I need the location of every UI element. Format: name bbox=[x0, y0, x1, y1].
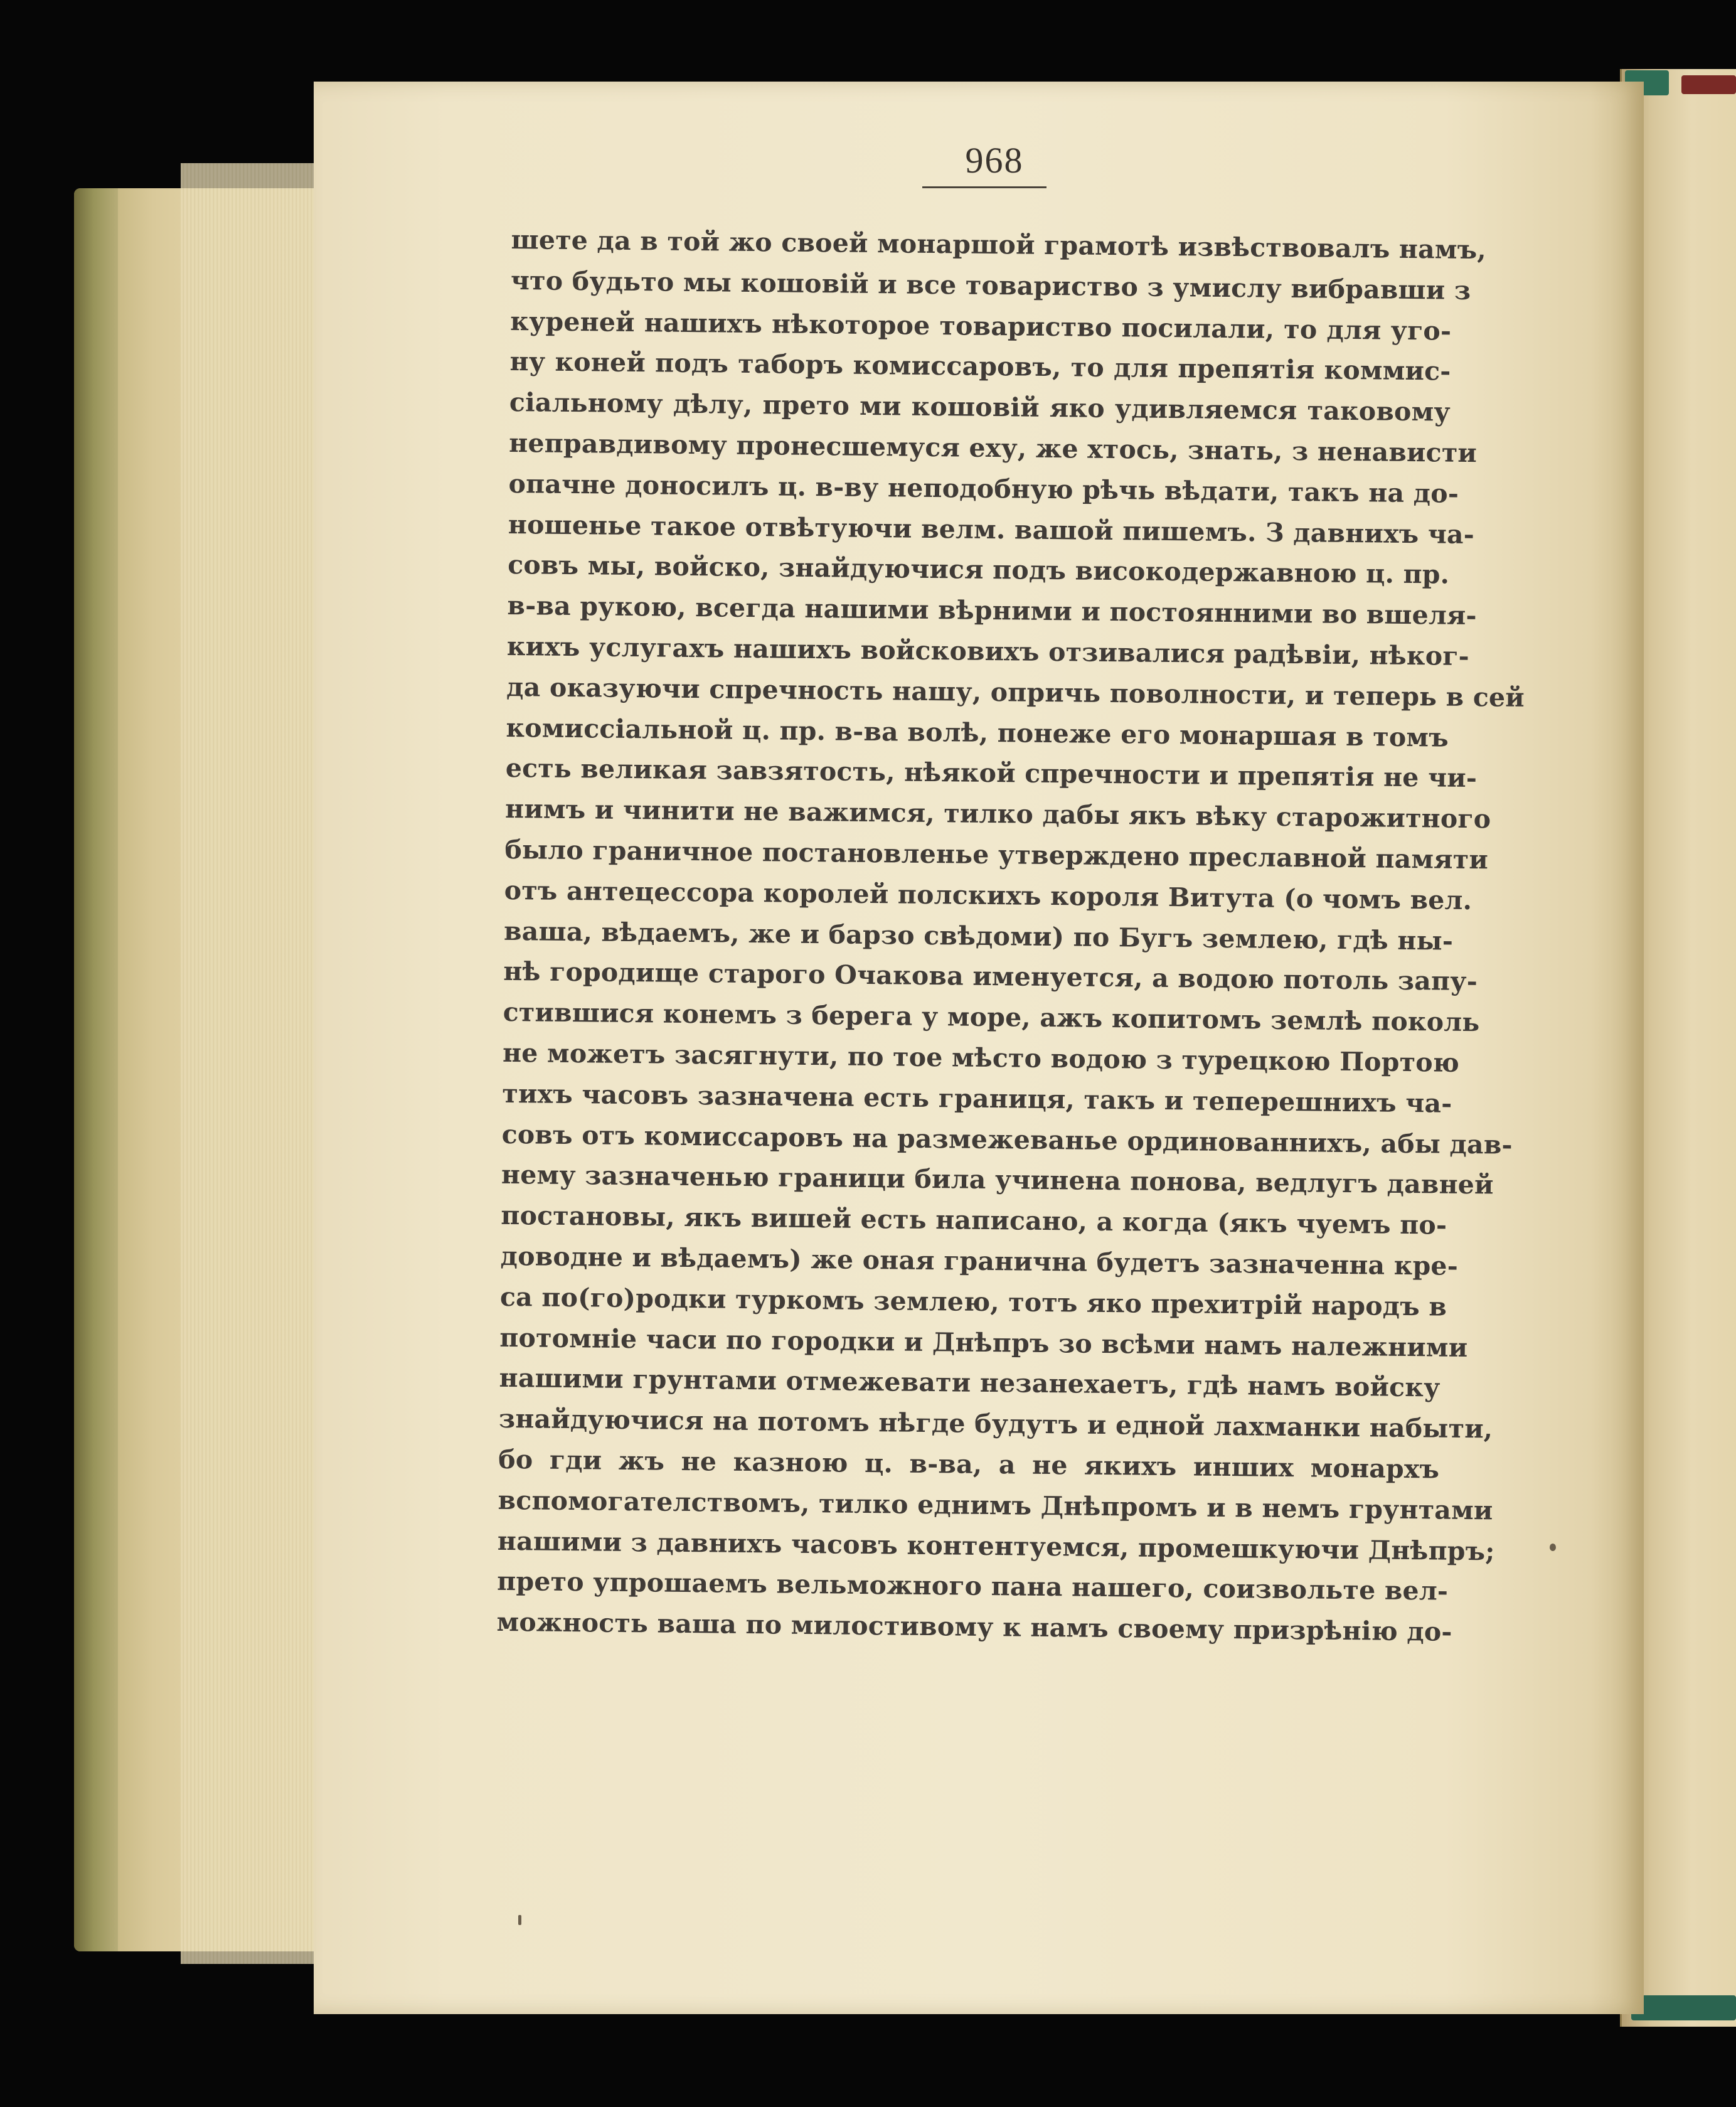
text-line: стившися конемъ з берега у море, ажъ копитомъ землѣ поколь bbox=[503, 997, 1480, 1038]
body-text bbox=[496, 220, 1525, 1652]
text-line: опачне доносилъ ц. в-ву неподобную рѣчь вѣдати, такъ на до- bbox=[508, 468, 1459, 509]
text-line: бо гди жъ не казною ц. в-ва, а не якихъ инших монархъ bbox=[498, 1444, 1440, 1485]
text-line: в-ва рукою, всегда нашими вѣрними и постоянними во вшеля- bbox=[507, 590, 1478, 631]
page-number: 968 bbox=[965, 140, 1024, 181]
text-line: ношенье такое отвѣтуючи велм. вашой пишемъ. З давнихъ ча- bbox=[508, 509, 1475, 550]
green-ribbon-bottom bbox=[1631, 1995, 1736, 2020]
text-line: вспомогателствомъ, тилко еднимъ Днѣпромъ и в немъ грунтами bbox=[498, 1485, 1493, 1526]
text-line: ваша, вѣдаемъ, же и барзо свѣдоми) по Бугъ землею, гдѣ ны- bbox=[503, 915, 1454, 956]
text-line: тихъ часовъ зазначена есть границя, такъ и теперешнихъ ча- bbox=[502, 1078, 1452, 1119]
text-line: что будьто мы кошовій и все товариство з умислу вибравши з bbox=[510, 265, 1471, 306]
red-ribbon-top bbox=[1681, 75, 1736, 94]
text-line: совъ мы, войско, знайдуючися подъ високодержавною ц. пр. bbox=[507, 550, 1450, 590]
text-line: нему зазначенью граници била учинена понова, ведлугъ давней bbox=[501, 1160, 1494, 1200]
text-line: постановы, якъ вишей есть написано, а когда (якъ чуемъ по- bbox=[501, 1200, 1447, 1240]
text-line: прето упрошаемъ вельможного пана нашего, соизвольте вел- bbox=[497, 1566, 1449, 1607]
left-page-stack bbox=[74, 188, 338, 1951]
text-line: совъ отъ комиссаровъ на размежеванье ординованнихъ, абы дав- bbox=[501, 1119, 1513, 1160]
text-line: кихъ услугахъ нашихъ войсковихъ отзивалися радѣвіи, нѣког- bbox=[506, 631, 1470, 671]
text-line: не можетъ засягнути, по тое мѣсто водою з турецкою Портою bbox=[502, 1037, 1460, 1078]
text-line: куреней нашихъ нѣкоторое товариство посилали, то для уго- bbox=[510, 306, 1452, 346]
text-line: потомніе часи по городки и Днѣпръ зо всѣми намъ належними bbox=[499, 1322, 1468, 1363]
text-line: доводне и вѣдаемъ) же оная гранична будетъ зазначенна кре- bbox=[500, 1240, 1459, 1281]
text-line: са по(го)родки туркомъ землею, тотъ яко прехитрій народъ в bbox=[499, 1281, 1447, 1322]
text-line: нашими грунтами отмежевати незанехаетъ, гдѣ намъ войску bbox=[499, 1363, 1440, 1403]
text-line: есть великая завзятость, нѣякой спречности и препятія не чи- bbox=[505, 753, 1478, 794]
text-line: шете да в той жо своей монаршой грамотѣ извѣствовалъ намъ, bbox=[511, 224, 1487, 265]
text-line: да оказуючи спречность нашу, опричь поволности, и теперь в сей bbox=[506, 671, 1525, 713]
text-line: неправдивому пронесшемуся еху, же хтось, знать, з ненависти bbox=[509, 427, 1478, 469]
text-line: комиссіальной ц. пр. в-ва волѣ, понеже его монаршая в томъ bbox=[506, 712, 1449, 753]
header-rule bbox=[922, 186, 1046, 188]
text-line: можность ваша по милостивому к намъ своему призрѣнію до- bbox=[496, 1606, 1452, 1647]
text-line: нѣ городище старого Очакова именуется, а водою потоль запу- bbox=[503, 956, 1478, 997]
ink-speck bbox=[518, 1915, 521, 1925]
text-line: сіальному дѣлу, прето ми кошовій яко удивляемся таковому bbox=[509, 387, 1451, 427]
text-line: нашими з давнихъ часовъ контентуемся, промешкуючи Днѣпръ; bbox=[497, 1525, 1495, 1567]
text-line: нимъ и чинити не важимся, тилко дабы якъ вѣку старожитного bbox=[504, 794, 1491, 835]
text-line: было граничное постановленье утверждено преславной памяти bbox=[504, 834, 1489, 875]
ink-speck bbox=[1550, 1544, 1556, 1551]
text-line: ну коней подъ таборъ комиссаровъ, то для препятія коммис- bbox=[509, 346, 1451, 387]
text-line: знайдуючися на потомъ нѣгде будутъ и едной лахманки набыти, bbox=[498, 1404, 1493, 1444]
text-line: отъ антецессора королей полскихъ короля Витута (о чомъ вел. bbox=[504, 875, 1472, 915]
